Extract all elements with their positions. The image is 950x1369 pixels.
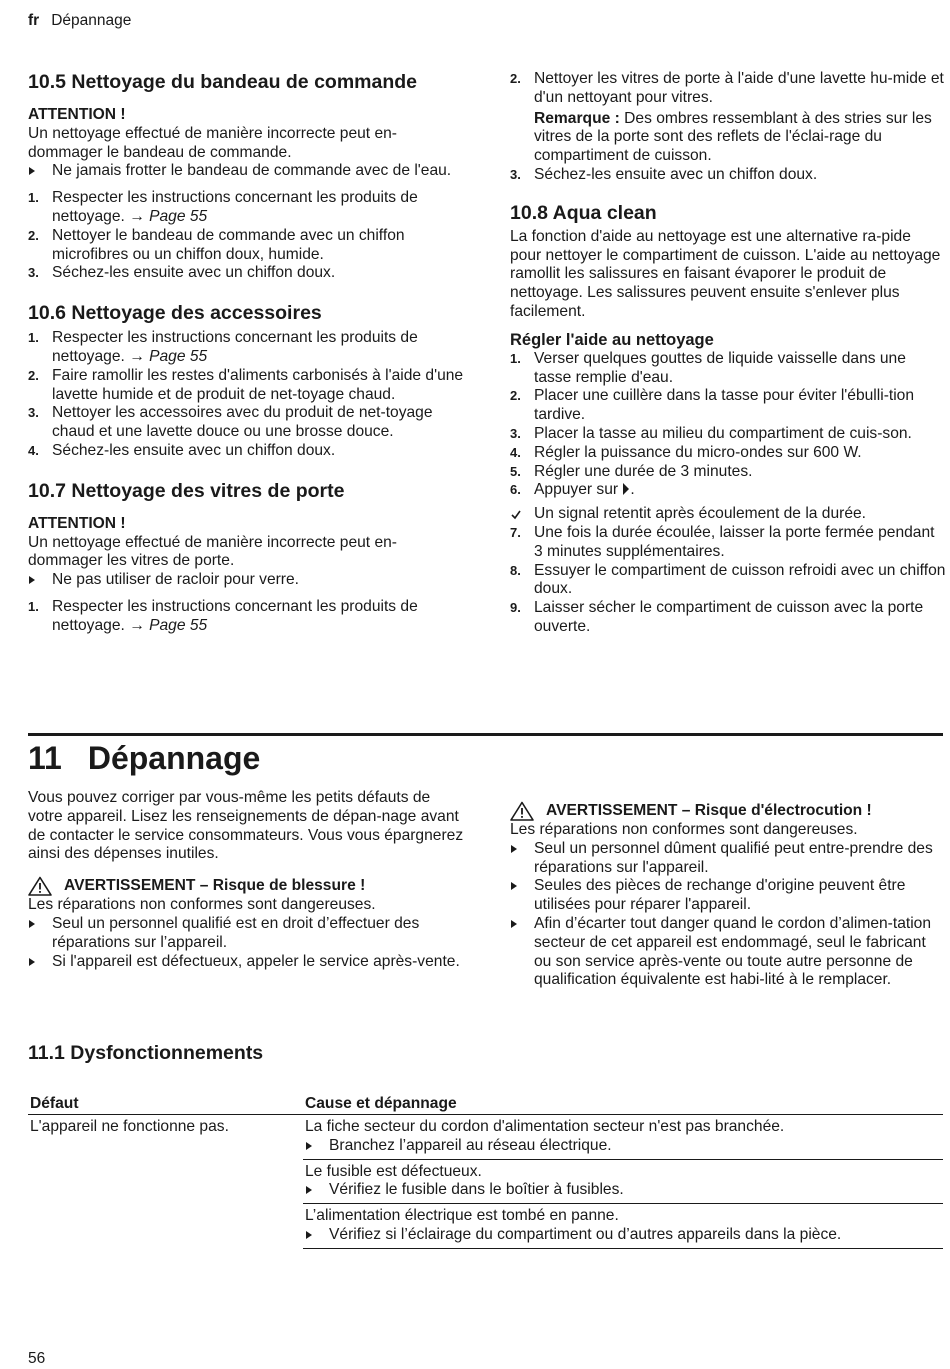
section-10-5-title: 10.5 Nettoyage du bandeau de commande — [28, 71, 418, 93]
bullet-item: Vérifiez si l’éclairage du compartiment ou d’autres appareils dans la pièce. — [305, 1226, 941, 1245]
page-link[interactable]: → Page 55 — [129, 347, 208, 365]
warning-text: Un nettoyage effectué de manière incorrecte peut en-dommager les vitres de porte. — [28, 533, 397, 570]
bullet-item: Seules des pièces de rechange d'origine peuvent être utilisées pour réparer l'appareil. — [510, 877, 946, 915]
bullet-item: Vérifiez le fusible dans le boîtier à fusibles. — [305, 1181, 941, 1200]
warning-text: Les réparations non conformes sont dangereuses. — [28, 896, 376, 914]
step-item: 2. Nettoyer le bandeau de commande avec un chiffon microfibres ou un chiffon doux, humide. — [28, 226, 405, 263]
chapter-name: Dépannage — [87, 740, 261, 776]
step-item: 6. Appuyer sur . — [510, 481, 635, 499]
check-icon — [510, 509, 522, 521]
page-header — [28, 12, 131, 31]
cause-cell: La fiche secteur du cordon d'alimentation secteur n'est pas branchée. Branchez l’appareil au réseau électrique. — [303, 1115, 943, 1160]
section-11-1-title: 11.1 Dysfonctionnements — [28, 1042, 264, 1064]
step-item: 4. Régler la puissance du micro-ondes sur 600 W. — [510, 443, 862, 461]
step-item: 7. Une fois la durée écoulée, laisser la porte fermée pendant 3 minutes supplémentaires. — [510, 523, 935, 560]
step-item: 1. Respecter les instructions concernant les produits de nettoyage. → Page 55 — [28, 189, 418, 225]
result-item: Un signal retentit après écoulement de la durée. — [510, 505, 946, 524]
warning-triangle-icon — [28, 876, 52, 896]
section-intro: La fonction d'aide au nettoyage est une alternative ra-pide pour nettoyer le compartiment de cuisson. L'aide au nettoyage ramollit les salissures en faisant évaporer le produit de nettoyage. Les salissures peuvent ensuite s'enlever plus facilement. — [510, 227, 941, 320]
step-item: 8. Essuyer le compartiment de cuisson refroidi avec un chiffon doux. — [510, 561, 946, 598]
result-line — [510, 505, 946, 524]
step-item: 3. Placer la tasse au milieu du compartiment de cuis-son. — [510, 424, 912, 442]
cause-cell: L’alimentation électrique est tombé en panne. Vérifiez si l’éclairage du compartiment ou d’autres appareils dans la pièce. — [303, 1204, 943, 1249]
steps-10-5 — [28, 189, 465, 283]
step-item: 3. Nettoyer les accessoires avec du produit de net-toyage chaud et une lavette douce ou une brosse douce. — [28, 404, 433, 441]
header-section: Dépannage — [51, 12, 132, 29]
chapter-number: 11 — [28, 740, 62, 776]
step-item: 9. Laisser sécher le compartiment de cuisson avec la porte ouverte. — [510, 599, 924, 635]
column-header: Cause et dépannage — [303, 1094, 943, 1115]
troubleshooting-table — [28, 1094, 943, 1249]
bullet-item: Branchez l’appareil au réseau électrique. — [305, 1137, 941, 1156]
bullet-item: Ne pas utiliser de racloir pour verre. — [28, 571, 465, 590]
remark: Remarque : Des ombres ressemblant à des stries sur les vitres de la porte sont des reflets de l'éclai-rage du compartiment de cuisson. — [534, 109, 932, 165]
page-number: 56 — [28, 1350, 46, 1367]
bullet-item: Seul un personnel qualifié est en droit d’effectuer des réparations sur l’appareil. — [28, 915, 465, 953]
table-row — [28, 1115, 943, 1160]
warning-title: AVERTISSEMENT – Risque de blessure ! — [28, 876, 465, 896]
steps-10-6 — [28, 329, 465, 461]
section-10-7-title: 10.7 Nettoyage des vitres de porte — [28, 479, 345, 502]
warning-bullets — [28, 571, 465, 590]
attention-label: ATTENTION ! — [28, 106, 126, 123]
chapter-intro: Vous pouvez corriger par vous-même les petits défauts de votre appareil. Lisez les renseignements de dépan-nage avant de contacter le service consommateurs. Vous vous épargnerez ainsi des dépenses inutiles. — [28, 789, 464, 863]
page-link[interactable]: → Page 55 — [129, 207, 208, 225]
step-item: 1. Respecter les instructions concernant les produits de nettoyage. → Page 55 — [28, 329, 418, 365]
steps-10-8 — [510, 350, 946, 500]
column-header: Défaut — [28, 1094, 303, 1115]
table-header-row — [28, 1094, 943, 1115]
section-10-6-title: 10.6 Nettoyage des accessoires — [28, 302, 322, 325]
cause-cell: Le fusible est défectueux. Vérifiez le fusible dans le boîtier à fusibles. — [303, 1159, 943, 1204]
bullet-item: Si l'appareil est défectueux, appeler le service après-vente. — [28, 953, 465, 972]
chapter-title — [28, 738, 260, 778]
chapter-right-column — [510, 801, 946, 990]
warning-text: Un nettoyage effectué de manière incorrecte peut en-dommager le bandeau de commande. — [28, 124, 397, 161]
attention-label: ATTENTION ! — [28, 514, 126, 532]
step-item: 1. Respecter les instructions concernant les produits de nettoyage. → Page 55 — [28, 597, 418, 634]
left-column — [28, 70, 465, 636]
start-icon — [622, 483, 630, 495]
fault-cell: L'appareil ne fonctionne pas. — [30, 1118, 229, 1135]
bullet-item: Afin d’écarter tout danger quand le cordon d’alimen-tation secteur de cet appareil est endommagé, seul le fabricant ou son service après-vente ou toute autre personne de qualification équivalente est habi-lité à le remplacer. — [510, 915, 946, 990]
bullet-item: Seul un personnel dûment qualifié peut entre-prendre des réparations sur l'appareil. — [510, 840, 946, 878]
warning-title: AVERTISSEMENT – Risque d'électrocution ! — [510, 801, 946, 821]
step-item: 4. Séchez-les ensuite avec un chiffon doux. — [28, 441, 336, 459]
step-item: 2. Placer une cuillère dans la tasse pour éviter l'ébulli-tion tardive. — [510, 387, 915, 424]
chapter-left-column — [28, 789, 465, 971]
step-item: 2. Nettoyer les vitres de porte à l'aide d'une lavette hu-mide et d'un nettoyant pour vitres. Remarque : Des ombres ressemblant à des stries sur les vitres de la porte sont des reflets de l'éclai-rage du compartiment de cuisson. — [510, 70, 946, 166]
bullet-item: Ne jamais frotter le bandeau de commande avec de l'eau. — [28, 162, 465, 181]
warning-text: Les réparations non conformes sont dangereuses. — [510, 821, 858, 838]
steps-10-7-b — [510, 70, 946, 185]
right-column — [510, 70, 946, 637]
chapter-rule — [28, 733, 943, 736]
language-code: fr — [28, 12, 40, 29]
warning-triangle-icon — [510, 801, 534, 821]
step-item: 5. Régler une durée de 3 minutes. — [510, 462, 753, 480]
steps-10-7-a — [28, 598, 465, 636]
steps-10-8-b — [510, 524, 946, 637]
warning-bullets — [510, 840, 946, 990]
warning-bullets — [28, 915, 465, 971]
page-link[interactable]: → Page 55 — [129, 616, 208, 634]
step-item: 2. Faire ramollir les restes d'aliments carbonisés à l'aide d'une lavette humide et de produit de net-toyage chaud. — [28, 366, 464, 403]
step-item: 3. Séchez-les ensuite avec un chiffon doux. — [510, 165, 818, 183]
subsection-title: Régler l'aide au nettoyage — [510, 330, 714, 349]
step-item: 3. Séchez-les ensuite avec un chiffon doux. — [28, 264, 336, 282]
warning-bullets — [28, 162, 465, 181]
section-10-8-title: 10.8 Aqua clean — [510, 201, 657, 224]
step-item: 1. Verser quelques gouttes de liquide vaisselle dans une tasse remplie d'eau. — [510, 349, 906, 386]
